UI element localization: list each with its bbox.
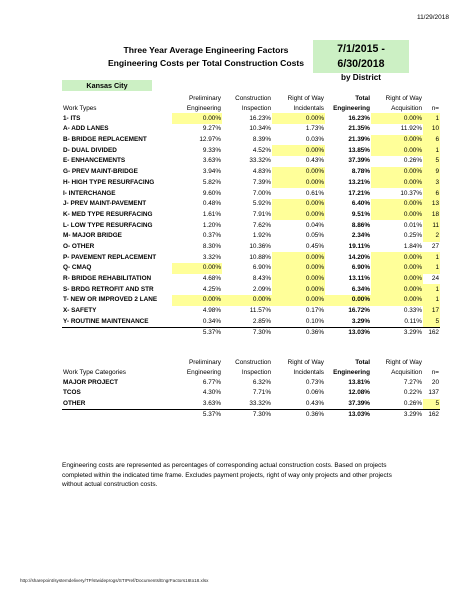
row-name: H- HIGH TYPE RESURFACING: [63, 178, 155, 186]
print-date: 11/29/2018: [416, 14, 449, 21]
cell-n: 24: [431, 275, 439, 283]
cell-pe: 0.00%: [172, 263, 222, 274]
cell-pe: 4.30%: [202, 389, 221, 397]
cell-total: 2.34%: [351, 232, 370, 240]
col-total-1: Total: [355, 94, 370, 102]
cell-acq: 0.00%: [371, 113, 423, 124]
cell-rw: 0.45%: [305, 242, 324, 250]
total-acq: 3.29%: [371, 327, 423, 338]
cell-rw: 1.73%: [305, 125, 324, 133]
cell-ci: 10.88%: [249, 253, 271, 261]
row-name: MAJOR PROJECT: [63, 378, 119, 386]
cell-n: 10: [423, 124, 440, 135]
row-name: G- PREV MAINT-BRIDGE: [63, 168, 138, 176]
cell-ci: 7.39%: [252, 178, 271, 186]
total-n: 162: [423, 327, 440, 338]
cat-header-row-1: [62, 356, 440, 367]
cell-acq: 0.00%: [371, 167, 423, 178]
row-name: O- OTHER: [63, 242, 95, 250]
cell-rw: 0.00%: [272, 284, 325, 295]
cell-acq: 0.25%: [403, 232, 422, 240]
cell-n: 1: [423, 145, 440, 156]
cell-pe: 0.37%: [202, 232, 221, 240]
cell-ci: 8.43%: [252, 275, 271, 283]
cat-col-n: n=: [431, 369, 439, 377]
cell-ci: 33.32%: [249, 157, 271, 165]
row-name: I- INTERCHANGE: [63, 189, 116, 197]
row-name: P- PAVEMENT REPLACEMENT: [63, 253, 157, 261]
cell-n: 20: [431, 378, 439, 386]
cell-n: 5: [423, 316, 440, 327]
cell-rw: 0.00%: [272, 263, 325, 274]
cell-total: 6.90%: [351, 264, 370, 272]
cell-n: 17: [423, 306, 440, 317]
cell-total: 6.34%: [351, 285, 370, 293]
cell-pe: 0.00%: [172, 113, 222, 124]
table-row: [62, 295, 440, 306]
cat-col-row-1: Right of Way: [287, 358, 324, 366]
cell-total: 37.39%: [348, 399, 370, 407]
cell-ci: 7.62%: [252, 221, 271, 229]
table-row: [62, 242, 440, 253]
col-const-2: Inspection: [241, 105, 271, 113]
cell-acq: 0.33%: [403, 307, 422, 315]
total-rw: 0.36%: [272, 409, 325, 420]
cell-n: 18: [423, 210, 440, 221]
cell-rw: 0.03%: [305, 136, 324, 144]
period-box: [313, 40, 409, 82]
cell-rw: 0.00%: [272, 252, 325, 263]
cell-acq: 0.00%: [371, 263, 423, 274]
cell-acq: 0.11%: [404, 317, 422, 325]
row-name: L- LOW TYPE RESURFACING: [63, 221, 153, 229]
cell-n: 3: [423, 178, 440, 189]
cell-rw: 0.00%: [272, 178, 325, 189]
table-row: [62, 274, 440, 285]
cell-acq: 0.01%: [403, 221, 422, 229]
cell-ci: 33.32%: [249, 399, 271, 407]
row-name: M- MAJOR BRIDGE: [63, 232, 122, 240]
cell-acq: 0.00%: [371, 210, 423, 221]
cell-n: 11: [423, 220, 440, 231]
col-acq-1: Right of Way: [385, 94, 422, 102]
cell-rw: 0.00%: [272, 210, 325, 221]
cell-rw: 0.00%: [272, 295, 325, 306]
cell-ci: 2.09%: [252, 285, 271, 293]
cell-total: 13.81%: [348, 378, 370, 386]
col-prelim-1: Preliminary: [189, 94, 221, 102]
cell-n: 6: [423, 135, 440, 146]
table-row: [62, 124, 440, 135]
cell-ci: 7.00%: [252, 189, 271, 197]
cell-total: 3.29%: [351, 317, 370, 325]
cell-ci: 0.00%: [222, 295, 272, 306]
cell-pe: 4.25%: [202, 285, 221, 293]
cell-ci: 4.83%: [252, 168, 271, 176]
cell-ci: 11.57%: [249, 307, 271, 315]
cell-acq: 0.00%: [371, 135, 423, 146]
cell-total: 21.35%: [348, 125, 370, 133]
cell-n: 2: [423, 231, 440, 242]
row-name: Y- ROUTINE MAINTENANCE: [63, 317, 149, 325]
cell-n: 1: [423, 284, 440, 295]
cell-total: 6.40%: [351, 200, 370, 208]
cat-col-prelim-2: Engineering: [186, 369, 221, 377]
cell-total: 13.21%: [348, 178, 370, 186]
cell-pe: 9.27%: [202, 125, 221, 133]
table-row: [62, 231, 440, 242]
row-name: J- PREV MAINT-PAVEMENT: [63, 200, 147, 208]
table-row: [62, 220, 440, 231]
cell-pe: 6.77%: [202, 378, 221, 386]
cat-header-row-2: [62, 367, 440, 378]
cell-pe: 8.30%: [202, 242, 221, 250]
cell-total: 16.23%: [348, 114, 370, 122]
cell-rw: 0.06%: [305, 389, 324, 397]
table-row: [62, 199, 440, 210]
work-types-table: [62, 92, 440, 338]
table-row: [62, 252, 440, 263]
cell-total: 8.86%: [351, 221, 370, 229]
cell-pe: 3.32%: [202, 253, 221, 261]
cell-pe: 3.63%: [202, 157, 221, 165]
row-name: S- BRDG RETROFIT AND STR: [63, 285, 154, 293]
cell-pe: 12.97%: [199, 136, 221, 144]
cell-acq: 0.00%: [371, 295, 423, 306]
table-row: [62, 399, 440, 410]
col-const-1: Construction: [235, 94, 271, 102]
cell-rw: 0.00%: [272, 199, 325, 210]
cell-rw: 0.43%: [305, 399, 324, 407]
cell-ci: 4.52%: [252, 146, 271, 154]
col-total-2: Engineering: [333, 105, 370, 113]
cell-acq: 0.22%: [403, 389, 422, 397]
cell-acq: 0.26%: [403, 157, 422, 165]
cell-ci: 10.36%: [249, 242, 271, 250]
cell-acq: 1.84%: [403, 242, 422, 250]
col-row-2: Incidentals: [293, 105, 324, 113]
categories-label: Work Type Categories: [63, 369, 126, 377]
table-row: [62, 145, 440, 156]
row-name: E- ENHANCEMENTS: [63, 157, 126, 165]
row-name: Q- CMAQ: [63, 264, 92, 272]
cell-n: 1: [423, 252, 440, 263]
cell-acq: 0.00%: [371, 274, 423, 285]
table-row: [62, 113, 440, 124]
cell-n: 27: [431, 242, 439, 250]
cat-col-row-2: Incidentals: [293, 369, 324, 377]
title-line-2: Engineering Costs per Total Construction Costs: [107, 58, 305, 68]
cell-acq: 0.00%: [371, 284, 423, 295]
cat-col-prelim-1: Preliminary: [189, 358, 221, 366]
cell-total: 14.20%: [348, 253, 370, 261]
total-total: 13.03%: [325, 327, 371, 338]
total-pe: 5.37%: [172, 327, 222, 338]
period-range: 7/1/2015 - 6/30/2018: [337, 43, 385, 70]
cell-total: 13.11%: [348, 275, 370, 283]
cell-ci: 2.85%: [252, 317, 271, 325]
cell-pe: 0.48%: [202, 200, 221, 208]
cell-rw: 0.00%: [272, 113, 325, 124]
cell-pe: 9.33%: [202, 146, 221, 154]
cell-ci: 7.91%: [252, 210, 271, 218]
cell-rw: 0.73%: [305, 378, 324, 386]
table-row: [62, 284, 440, 295]
cell-n: 5: [423, 156, 440, 167]
cell-ci: 7.71%: [252, 389, 271, 397]
total-n: 162: [423, 409, 440, 420]
cell-n: 6: [423, 188, 440, 199]
cell-acq: 0.00%: [371, 178, 423, 189]
cell-acq: 0.26%: [403, 399, 422, 407]
report-title: [100, 44, 312, 70]
row-name: R- BRIDGE REHABILITATION: [63, 275, 152, 283]
cell-acq: 0.00%: [371, 199, 423, 210]
table-row: [62, 316, 440, 327]
row-name: 1- ITS: [63, 114, 81, 122]
cell-ci: 16.23%: [249, 114, 271, 122]
cell-ci: 1.92%: [252, 232, 271, 240]
table-row: [62, 167, 440, 178]
cell-n: 1: [423, 113, 440, 124]
title-line-1: Three Year Average Engineering Factors: [123, 45, 289, 55]
cell-n: 137: [428, 389, 439, 397]
table-row: [62, 263, 440, 274]
cell-total: 19.11%: [348, 242, 370, 250]
cat-col-const-2: Inspection: [241, 369, 271, 377]
total-row: [62, 409, 440, 420]
cell-pe: 9.60%: [202, 189, 221, 197]
total-pe: 5.37%: [172, 409, 222, 420]
cell-total: 12.08%: [348, 389, 370, 397]
col-acq-2: Acquisition: [391, 105, 422, 113]
cat-col-const-1: Construction: [235, 358, 271, 366]
table-row: [62, 188, 440, 199]
row-name: X- SAFETY: [63, 307, 97, 315]
cell-pe: 4.98%: [202, 307, 221, 315]
table-row: [62, 388, 440, 399]
cell-pe: 0.00%: [172, 295, 222, 306]
cell-pe: 1.61%: [202, 210, 221, 218]
cell-total: 0.00%: [325, 295, 371, 306]
cell-ci: 6.32%: [252, 378, 271, 386]
table-row: [62, 306, 440, 317]
cell-pe: 3.63%: [202, 399, 221, 407]
cell-n: 13: [423, 199, 440, 210]
cell-ci: 10.34%: [249, 125, 271, 133]
cell-n: 9: [423, 167, 440, 178]
work-types-label: Work Types: [63, 105, 97, 113]
table-row: [62, 156, 440, 167]
row-name: OTHER: [63, 399, 86, 407]
cell-ci: 8.39%: [252, 136, 271, 144]
total-ci: 7.30%: [222, 327, 272, 338]
cell-n: 1: [423, 263, 440, 274]
total-acq: 3.29%: [371, 409, 423, 420]
cell-total: 13.85%: [348, 146, 370, 154]
cell-rw: 0.05%: [305, 232, 324, 240]
col-row-1: Right of Way: [287, 94, 324, 102]
row-name: K- MED TYPE RESURFACING: [63, 210, 153, 218]
cell-n: 5: [423, 399, 440, 410]
table-row: [62, 178, 440, 189]
cell-rw: 0.04%: [305, 221, 324, 229]
cell-rw: 0.00%: [272, 167, 325, 178]
total-rw: 0.36%: [272, 327, 325, 338]
row-name: D- DUAL DIVIDED: [63, 146, 117, 154]
district-label: Kansas City: [62, 80, 152, 91]
cell-n: 1: [423, 295, 440, 306]
cell-pe: 0.34%: [202, 317, 221, 325]
cell-rw: 0.43%: [305, 157, 324, 165]
total-total: 13.03%: [325, 409, 371, 420]
table-row: [62, 135, 440, 146]
row-name: A- ADD LANES: [63, 125, 109, 133]
table-row: [62, 210, 440, 221]
cell-pe: 1.20%: [202, 221, 221, 229]
source-url: http://sharepoint/systemdelivery/TP/stwideprogs/STIPref/Documents/EngrFactors16to18.xlsx: [20, 578, 209, 583]
cell-pe: 4.68%: [202, 275, 221, 283]
cat-col-acq-2: Acquisition: [391, 369, 422, 377]
total-ci: 7.30%: [222, 409, 272, 420]
period-by-district: by District: [340, 73, 382, 82]
cell-rw: 0.00%: [272, 274, 325, 285]
cell-total: 16.72%: [348, 307, 370, 315]
categories-table: [62, 356, 440, 420]
cell-acq: 7.27%: [403, 378, 422, 386]
cell-total: 17.21%: [348, 189, 370, 197]
header-row-1: [62, 92, 440, 103]
cell-ci: 5.92%: [252, 200, 271, 208]
cell-acq: 10.37%: [400, 189, 422, 197]
row-name: B- BRIDGE REPLACEMENT: [63, 136, 147, 144]
cell-rw: 0.10%: [305, 317, 324, 325]
cell-pe: 5.82%: [202, 178, 221, 186]
col-prelim-2: Engineering: [186, 105, 221, 113]
cat-col-total-2: Engineering: [333, 369, 370, 377]
row-name: T- NEW OR IMPROVED 2 LANE: [63, 296, 158, 304]
cell-rw: 0.00%: [272, 145, 325, 156]
cat-col-total-1: Total: [355, 358, 370, 366]
cell-total: 37.39%: [348, 157, 370, 165]
table-row: [62, 377, 440, 388]
total-row: [62, 327, 440, 338]
cell-ci: 6.90%: [252, 264, 271, 272]
row-name: TCOS: [63, 389, 81, 397]
cell-total: 21.39%: [348, 136, 370, 144]
cell-rw: 0.17%: [305, 307, 324, 315]
cell-acq: 0.00%: [371, 252, 423, 263]
cell-acq: 11.92%: [400, 125, 422, 133]
header-row-2: [62, 103, 440, 114]
col-n: n=: [431, 105, 439, 113]
cell-total: 8.78%: [351, 168, 370, 176]
cell-pe: 3.94%: [202, 168, 221, 176]
footnote: Engineering costs are represented as percentages of corresponding actual construction costs. Based on projects completed within the indicated time frame. Excludes payment projects, right of way only projects and other projects without actual construction costs.: [62, 462, 392, 489]
cell-rw: 0.61%: [305, 189, 324, 197]
cat-col-acq-1: Right of Way: [385, 358, 422, 366]
cell-total: 9.51%: [351, 210, 370, 218]
cell-acq: 0.00%: [371, 145, 423, 156]
